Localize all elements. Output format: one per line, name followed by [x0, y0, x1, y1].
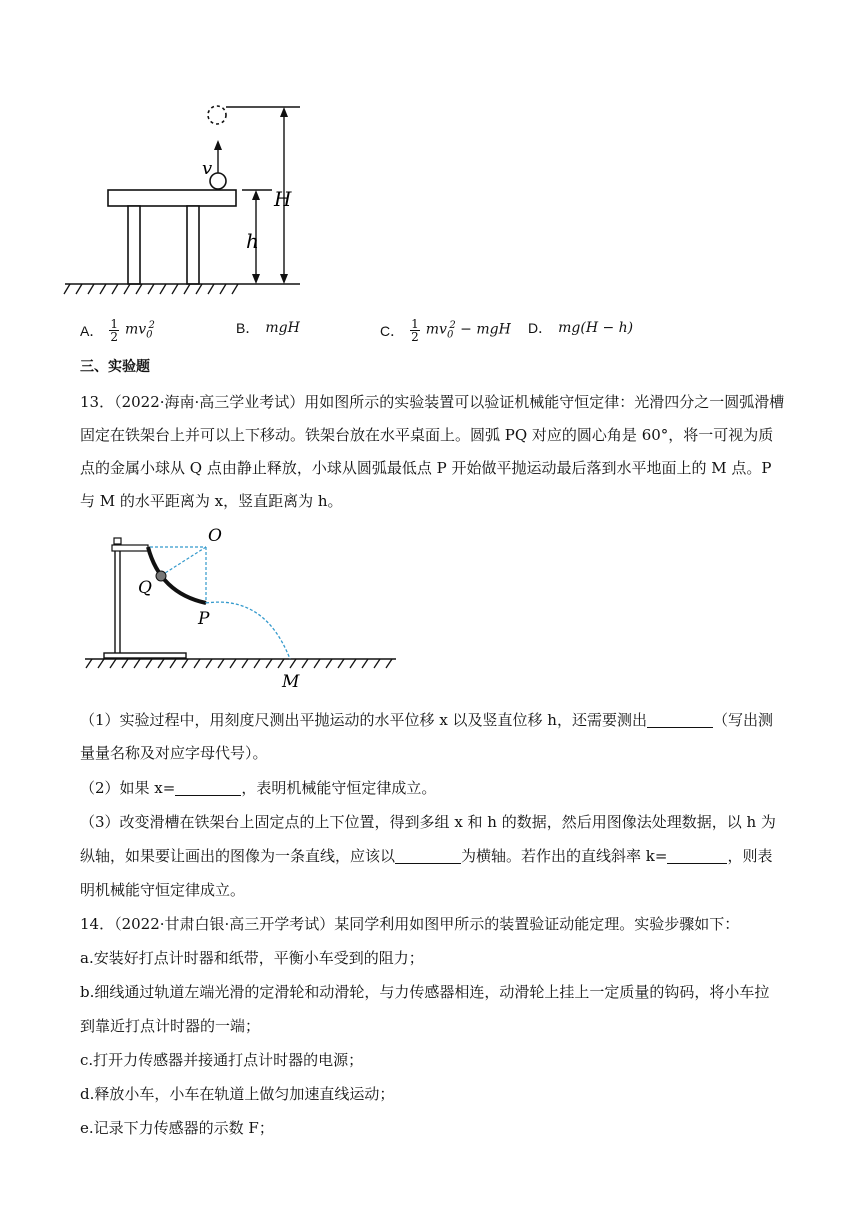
metal-ball	[156, 571, 166, 581]
section-heading: 三、实验题	[80, 359, 150, 375]
q14-step-b-line-2: 到靠近打点计时器的一端；	[80, 1017, 261, 1035]
figure-table-ball	[60, 98, 320, 303]
q13-sub1-line-2: 量量名称及对应字母代号）。	[80, 744, 268, 762]
q14-step-e: e.记录下力传感器的示数 F；	[80, 1119, 274, 1137]
q13-sub1-line-1: （1）实验过程中，用刻度尺测出平抛运动的水平位移 x 以及竖直位移 h，还需要测出 （写出测	[80, 711, 773, 729]
q13-line-1: 13．（2022·海南·高三学业考试）用如图所示的实验装置可以验证机械能守恒定律：光滑四分之一圆弧滑槽	[80, 393, 785, 411]
option-d[interactable]: D． mg(H − h)	[528, 320, 634, 336]
label-O: O	[208, 526, 222, 546]
q14-step-c: c.打开力传感器并接通打点计时器的电源；	[80, 1051, 364, 1069]
q13-sub3-line-1: （3）改变滑槽在铁架台上固定点的上下位置，得到多组 x 和 h 的数据，然后用图像法处理数据，以 h 为	[80, 813, 776, 831]
answer-blank-3[interactable]	[395, 847, 461, 864]
q13-sub2: （2）如果 x= ，表明机械能守恒定律成立。	[80, 779, 437, 797]
label-P: P	[198, 609, 210, 629]
q14-step-a: a.安装好打点计时器和纸带，平衡小车受到的阻力；	[80, 949, 424, 967]
trajectory	[206, 602, 290, 659]
table-top	[108, 190, 236, 206]
q13-line-2: 固定在铁架台上并可以上下移动。铁架台放在水平桌面上。圆弧 PQ 对应的圆心角是 60°，将一可视为质	[80, 426, 774, 444]
answer-options	[80, 318, 780, 344]
q14-intro: 14．（2022·甘肃白银·高三开学考试）某同学利用如图甲所示的装置验证动能定理。实验步骤如下：	[80, 915, 740, 933]
q14-step-b-line-1: b.细线通过轨道左端光滑的定滑轮和动滑轮，与力传感器相连，动滑轮上挂上一定质量的钩码，将小车拉	[80, 983, 770, 1001]
answer-blank-1[interactable]	[647, 711, 713, 728]
answer-blank-2[interactable]	[175, 779, 241, 796]
figure-arc-track	[80, 525, 410, 695]
option-b[interactable]: B． mgH	[236, 320, 300, 336]
option-a[interactable]: A． $\frac{1}{2}$ $mv_0^2$	[80, 317, 155, 344]
label-H: H	[274, 187, 292, 211]
ball	[210, 173, 226, 189]
dashed-ball	[208, 106, 226, 124]
label-h: h	[246, 229, 259, 253]
option-c[interactable]: C． $\frac{1}{2}$ $mv_0^2$ − mgH	[380, 317, 511, 344]
q14-step-d: d.释放小车，小车在轨道上做匀加速直线运动；	[80, 1085, 395, 1103]
q13-sub3-line-3: 明机械能守恒定律成立。	[80, 881, 246, 899]
label-Q: Q	[138, 578, 152, 598]
answer-blank-4[interactable]	[667, 847, 727, 864]
label-M: M	[282, 672, 300, 692]
q13-sub3-line-2: 纵轴，如果要让画出的图像为一条直线，应该以 为横轴。若作出的直线斜率 k= ，则表	[80, 847, 773, 865]
q13-line-3: 点的金属小球从 Q 点由静止释放，小球从圆弧最低点 P 开始做平抛运动最后落到水平地面上的 M 点。P	[80, 459, 772, 477]
q13-line-4: 与 M 的水平距离为 x，竖直距离为 h。	[80, 492, 343, 510]
label-v: v	[202, 158, 213, 179]
